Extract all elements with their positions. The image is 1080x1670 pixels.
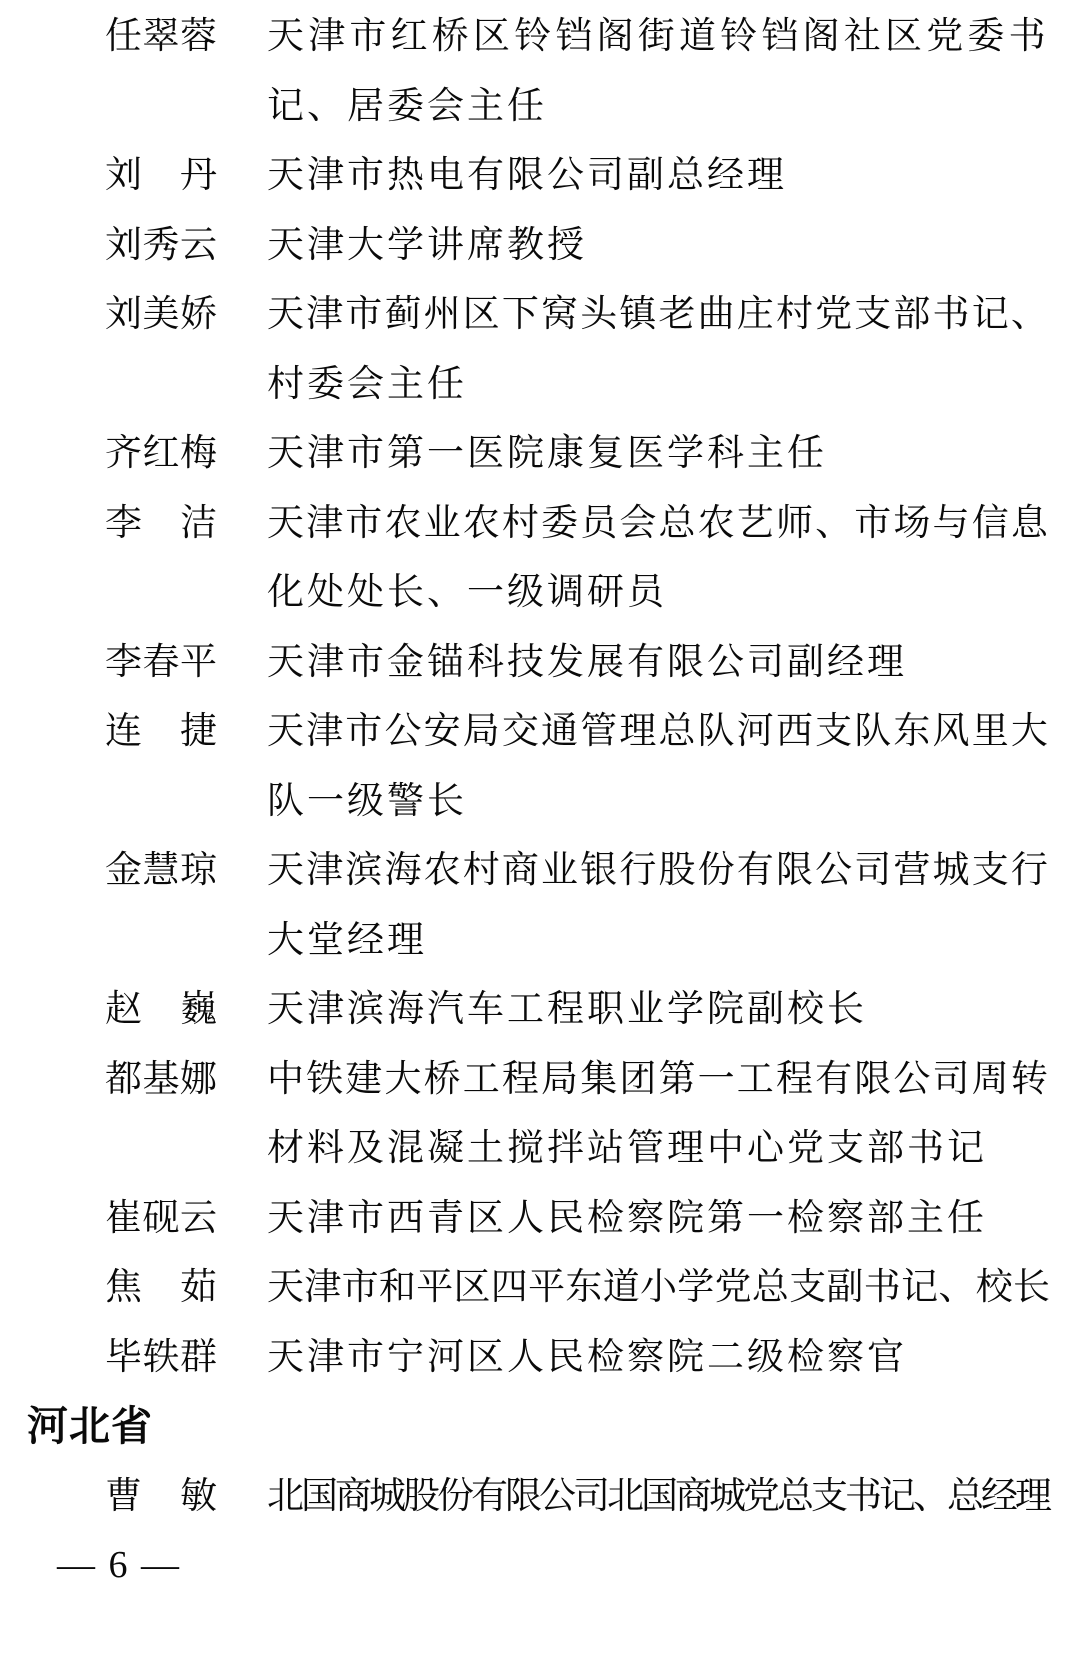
honoree-name: 连 捷 <box>105 711 217 752</box>
honoree-title-line: 天津滨海汽车工程职业学院副校长 <box>267 989 867 1030</box>
honoree-entry <box>0 1462 1080 1532</box>
honoree-entry <box>0 1045 1080 1184</box>
honoree-title-line: 队一级警长 <box>267 780 467 822</box>
honoree-name: 毕 轶 群 <box>105 1336 217 1378</box>
honoree-name: 李 洁 <box>105 502 217 544</box>
honoree-title <box>267 1253 1050 1323</box>
honoree-name: 刘 丹 <box>105 155 217 196</box>
honoree-entry <box>0 836 1080 975</box>
honoree-title-line: 天津滨海农村商业银行股份有限公司营城支行 <box>267 850 1050 891</box>
honoree-title-line: 中铁建大桥工程局集团第一工程有限公司周转 <box>267 1058 1050 1100</box>
honoree-title-line: 天津市热电有限公司副总经理 <box>267 155 787 196</box>
honoree-entry <box>0 1184 1080 1254</box>
honoree-entry <box>0 697 1080 836</box>
honoree-title-line: 大堂经理 <box>267 919 427 961</box>
honoree-title-line: 天津市西青区人民检察院第一检察部主任 <box>267 1197 987 1239</box>
honoree-title <box>267 280 1050 419</box>
honoree-title-line: 北国商城股份有限公司北国商城党总支书记、总经理 <box>267 1475 1049 1517</box>
honoree-title <box>267 975 1050 1045</box>
honoree-entry <box>0 419 1080 489</box>
honoree-title <box>267 489 1050 628</box>
honoree-title <box>267 419 1050 489</box>
honoree-entry <box>0 489 1080 628</box>
honoree-entry <box>0 211 1080 281</box>
honoree-name: 李 春 平 <box>105 641 217 683</box>
honoree-title-line: 天津市和平区四平东道小学党总支副书记、校长 <box>267 1267 1051 1308</box>
honoree-title-line: 记、居委会主任 <box>267 85 547 127</box>
honoree-entry <box>0 2 1080 141</box>
honoree-entry <box>0 141 1080 211</box>
honoree-name: 刘 秀 云 <box>105 224 217 266</box>
honoree-title-line: 化处处长、一级调研员 <box>267 572 667 613</box>
honoree-name: 金 慧 琼 <box>105 850 217 891</box>
honoree-list <box>0 2 1080 1601</box>
honoree-name: 崔 砚 云 <box>105 1197 217 1239</box>
honoree-title <box>267 211 1050 281</box>
honoree-entry <box>0 1323 1080 1393</box>
honoree-entry <box>0 975 1080 1045</box>
honoree-entry <box>0 628 1080 698</box>
section-header-hebei: 河北省 <box>27 1403 153 1449</box>
honoree-name: 曹 敏 <box>105 1475 217 1517</box>
honoree-title-line: 村委会主任 <box>267 363 467 405</box>
honoree-name: 都 基 娜 <box>105 1058 217 1100</box>
honoree-title-line: 天津市蓟州区下窝头镇老曲庄村党支部书记、 <box>267 294 1050 335</box>
honoree-title-line: 天津市公安局交通管理总队河西支队东风里大 <box>267 711 1050 752</box>
honoree-title-line: 材料及混凝土搅拌站管理中心党支部书记 <box>267 1128 987 1169</box>
honoree-title-line: 天津市第一医院康复医学科主任 <box>267 433 827 474</box>
honoree-title <box>267 1323 1050 1393</box>
honoree-name: 齐 红 梅 <box>105 433 217 474</box>
honoree-name: 刘 美 娇 <box>105 294 217 335</box>
honoree-title <box>267 2 1050 141</box>
honoree-entry <box>0 280 1080 419</box>
honoree-name: 任 翠 蓉 <box>105 16 217 57</box>
honoree-title <box>267 1462 1050 1532</box>
honoree-title-line: 天津市农业农村委员会总农艺师、市场与信息 <box>267 502 1050 544</box>
honoree-name: 赵 巍 <box>105 989 217 1030</box>
honoree-title-line: 天津市红桥区铃铛阁街道铃铛阁社区党委书 <box>267 16 1050 57</box>
honoree-title <box>267 1184 1050 1254</box>
honoree-name: 焦 茹 <box>105 1267 217 1308</box>
honoree-title <box>267 628 1050 698</box>
honoree-title-line: 天津市宁河区人民检察院二级检察官 <box>267 1336 907 1378</box>
honoree-title-line: 天津大学讲席教授 <box>267 224 587 266</box>
honoree-title <box>267 697 1050 836</box>
honoree-title <box>267 1045 1050 1184</box>
honoree-entry <box>0 1253 1080 1323</box>
honoree-title-line: 天津市金锚科技发展有限公司副经理 <box>267 641 907 683</box>
page-number: — 6 — <box>57 1544 181 1586</box>
honoree-title <box>267 836 1050 975</box>
honoree-title <box>267 141 1050 211</box>
